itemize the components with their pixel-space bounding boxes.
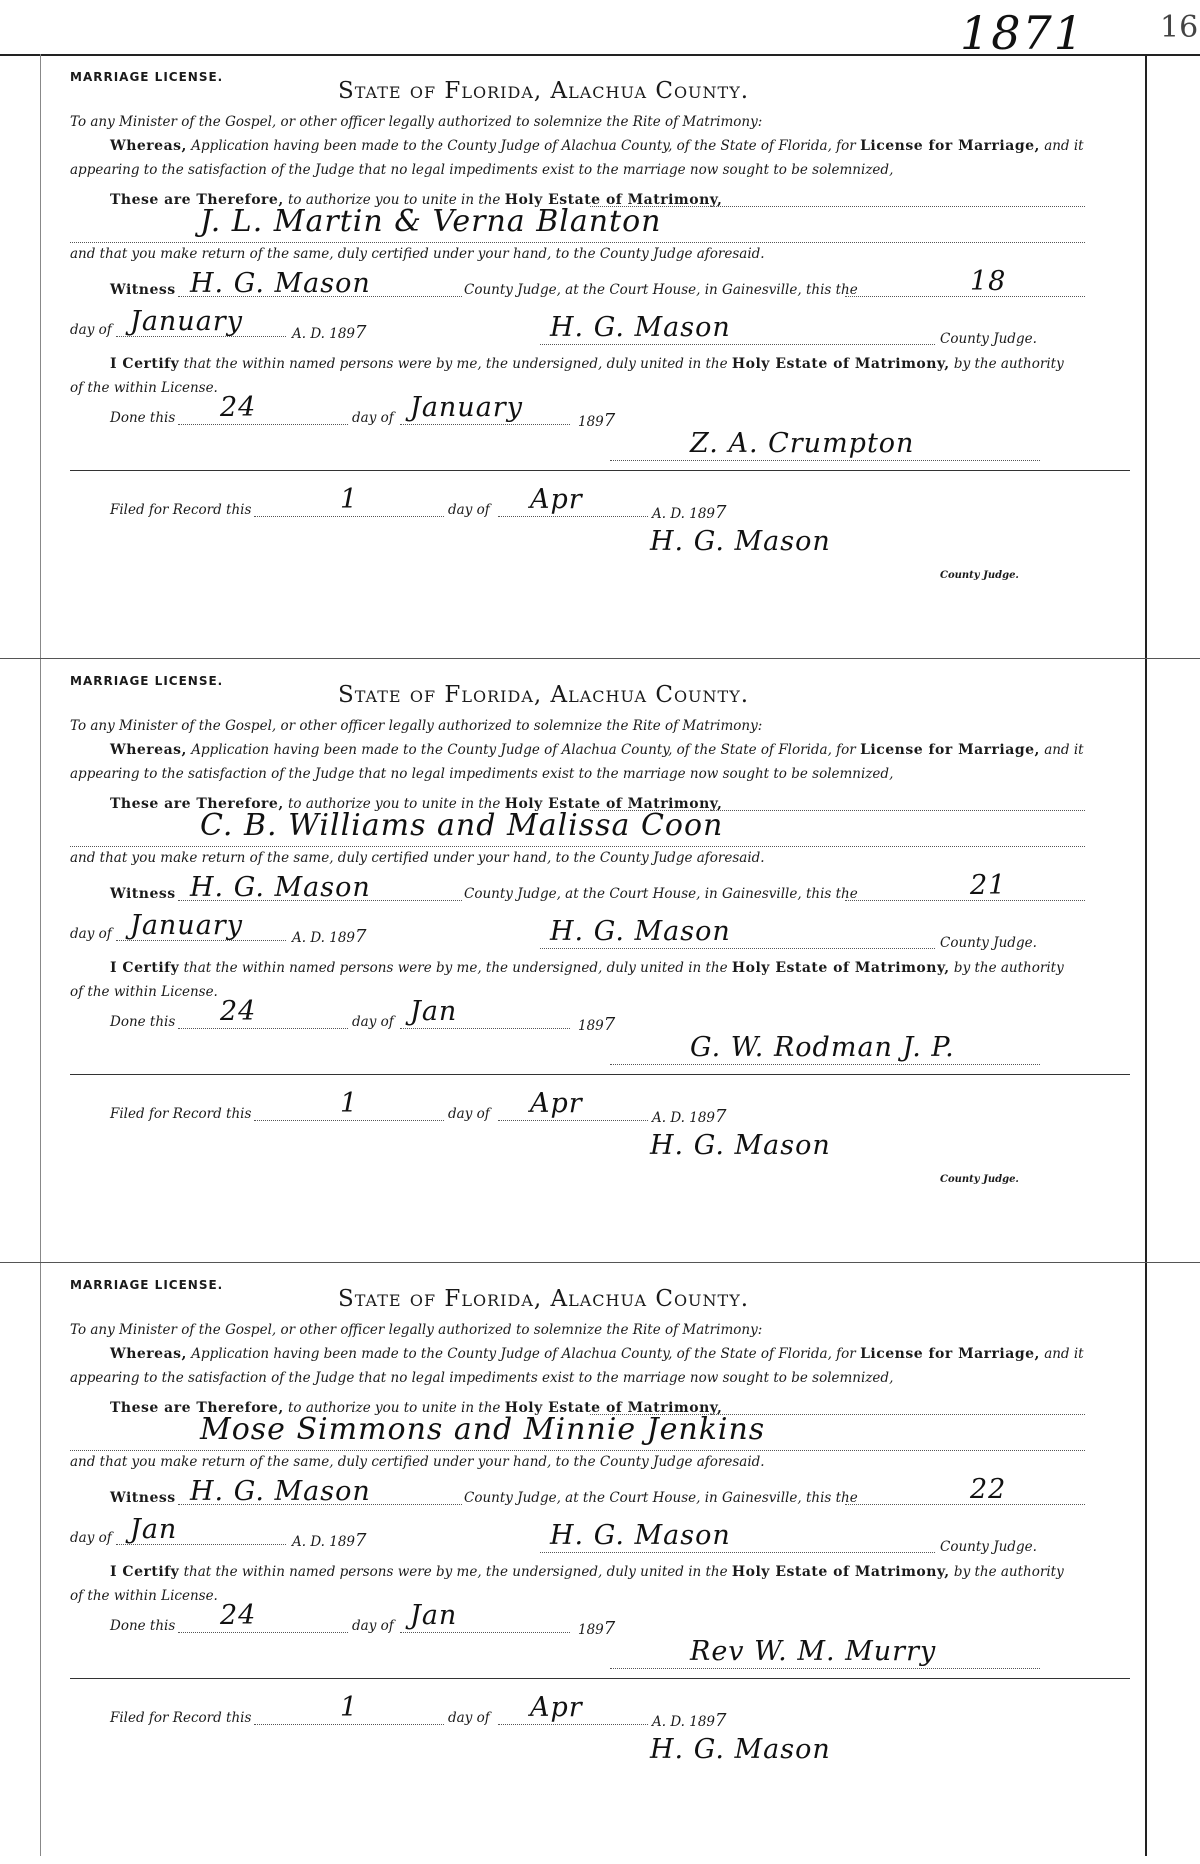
done-year-digit: 7 [603, 1014, 616, 1035]
done-month: Jan [410, 1600, 458, 1631]
couple-names: C. B. Williams and Malissa Coon [200, 808, 724, 843]
these-word: These are Therefore, [110, 796, 284, 812]
witness-name: H. G. Mason [190, 1476, 371, 1507]
whereas-text: Application having been made to the County Judge of Alachua County, of the State of Florida, for [191, 1346, 856, 1362]
issue-month: January [130, 306, 243, 337]
judge-signature: H. G. Mason [550, 312, 731, 343]
address-line: To any Minister of the Gospel, or other officer legally authorized to solemnize the Rite of Matrimony: [70, 1322, 763, 1338]
officiant-fill [610, 460, 1040, 461]
license-label: MARRIAGE LICENSE. [70, 674, 224, 688]
authorize-text: to authorize you to unite in the [288, 796, 501, 812]
license-label: MARRIAGE LICENSE. [70, 1278, 224, 1292]
filed-year-digit: 7 [715, 502, 727, 523]
witness-fill [178, 296, 462, 297]
filed-year-line [652, 502, 726, 523]
issue-day-fill [845, 296, 1085, 297]
whereas-line [110, 742, 1084, 758]
whereas-line [110, 1346, 1084, 1362]
filed-day-fill [254, 516, 444, 517]
filed-month: Apr [530, 484, 583, 515]
return-line: and that you make return of the same, duly certified under your hand, to the County Judge aforesaid. [70, 246, 765, 262]
certify-line [110, 356, 1064, 372]
year-digit: 7 [355, 926, 367, 947]
filed-year: A. D. 189 [652, 506, 716, 522]
by-authority: by the authority [953, 960, 1064, 976]
these-word: These are Therefore, [110, 192, 284, 208]
and-it: and it [1044, 742, 1084, 758]
filed-label: Filed for Record this [110, 1106, 252, 1122]
done-month-fill [400, 1028, 570, 1029]
done-day-of: day of [352, 1014, 394, 1030]
holy-estate: Holy Estate of Matrimony, [504, 796, 723, 812]
and-it: and it [1044, 1346, 1084, 1362]
filed-day: 1 [340, 484, 359, 515]
filed-month-fill [498, 1724, 648, 1725]
these-word: These are Therefore, [110, 1400, 284, 1416]
done-this-label: Done this [110, 1014, 176, 1030]
holy-estate-2: Holy Estate of Matrimony, [731, 356, 950, 372]
filed-day-fill [254, 1120, 444, 1121]
done-day-of: day of [352, 1618, 394, 1634]
done-year-line [578, 1014, 615, 1035]
judge-signature: H. G. Mason [550, 1520, 731, 1551]
license-for-marriage: License for Marriage, [860, 742, 1040, 758]
done-month: Jan [410, 996, 458, 1027]
officiant-signature: Z. A. Crumpton [690, 428, 915, 459]
issue-day: 21 [970, 870, 1007, 901]
appearing-line: appearing to the satisfaction of the Judge that no legal impediments exist to the marriage now sought to be solemnized, [70, 766, 894, 782]
day-of-label: day of [70, 1530, 112, 1546]
certify-word: I Certify [110, 1564, 180, 1580]
done-day-fill [178, 1632, 348, 1633]
certify-text: that the within named persons were by me, the undersigned, duly united in the [183, 960, 728, 976]
couple-fill [70, 242, 1085, 243]
holy-estate: Holy Estate of Matrimony, [504, 192, 723, 208]
court-text: County Judge, at the Court House, in Gainesville, this the [464, 886, 858, 902]
whereas-word: Whereas, [110, 138, 187, 154]
filed-year: A. D. 189 [652, 1714, 716, 1730]
filed-year: A. D. 189 [652, 1110, 716, 1126]
marriage-license-2 [70, 660, 1130, 1260]
filed-year-digit: 7 [715, 1106, 727, 1127]
officiant-signature: Rev W. M. Murry [690, 1636, 937, 1667]
witness-word: Witness [110, 282, 176, 298]
filed-year-line [652, 1710, 726, 1731]
these-fill [590, 206, 1085, 207]
whereas-line [110, 138, 1084, 154]
ad-year: A. D. 189 [292, 1534, 356, 1550]
done-this-label: Done this [110, 1618, 176, 1634]
filed-day-of: day of [448, 1710, 490, 1726]
by-authority: by the authority [953, 1564, 1064, 1580]
judge-sig-fill [540, 1552, 935, 1553]
judge-sig-fill [540, 344, 935, 345]
done-day-fill [178, 1028, 348, 1029]
filed-day: 1 [340, 1692, 359, 1723]
year-digit: 7 [355, 322, 367, 343]
filed-month-fill [498, 516, 648, 517]
day-of-label: day of [70, 926, 112, 942]
address-line: To any Minister of the Gospel, or other officer legally authorized to solemnize the Rite of Matrimony: [70, 114, 763, 130]
ad-year-line [292, 926, 366, 947]
witness-name: H. G. Mason [190, 268, 371, 299]
whereas-word: Whereas, [110, 1346, 187, 1362]
authorize-text: to authorize you to unite in the [288, 192, 501, 208]
done-day-of: day of [352, 410, 394, 426]
filed-day-of: day of [448, 502, 490, 518]
right-border [1145, 54, 1147, 1856]
filed-year-digit: 7 [715, 1710, 727, 1731]
filed-label: Filed for Record this [110, 1710, 252, 1726]
appearing-line: appearing to the satisfaction of the Judge that no legal impediments exist to the marriage now sought to be solemnized, [70, 162, 894, 178]
whereas-text: Application having been made to the County Judge of Alachua County, of the State of Florida, for [191, 742, 856, 758]
done-day-fill [178, 424, 348, 425]
license-title: State of Florida, Alachua County. [338, 1286, 750, 1312]
witness-line [110, 282, 176, 298]
return-line: and that you make return of the same, duly certified under your hand, to the County Judge aforesaid. [70, 1454, 765, 1470]
filed-month-fill [498, 1120, 648, 1121]
license-for-marriage: License for Marriage, [860, 138, 1040, 154]
filed-county-judge: County Judge. [940, 1174, 1019, 1185]
witness-fill [178, 900, 462, 901]
court-text: County Judge, at the Court House, in Gainesville, this the [464, 1490, 858, 1506]
and-it: and it [1044, 138, 1084, 154]
filed-signature: H. G. Mason [650, 1130, 831, 1161]
of-license-line: of the within License. [70, 380, 218, 396]
day-of-label: day of [70, 322, 112, 338]
issue-month: Jan [130, 1514, 178, 1545]
whereas-word: Whereas, [110, 742, 187, 758]
filed-day-of: day of [448, 1106, 490, 1122]
county-judge-label: County Judge. [940, 331, 1037, 347]
issue-day-fill [845, 900, 1085, 901]
done-month-fill [400, 424, 570, 425]
done-year-line [578, 410, 615, 431]
judge-signature: H. G. Mason [550, 916, 731, 947]
license-divider-2 [0, 1262, 1200, 1263]
marriage-license-3 [70, 1264, 1130, 1864]
witness-line [110, 1490, 176, 1506]
done-year-digit: 7 [603, 410, 616, 431]
license-title: State of Florida, Alachua County. [338, 682, 750, 708]
license-for-marriage: License for Marriage, [860, 1346, 1040, 1362]
county-judge-label: County Judge. [940, 1539, 1037, 1555]
filed-signature: H. G. Mason [650, 526, 831, 557]
filed-month: Apr [530, 1088, 583, 1119]
county-judge-label: County Judge. [940, 935, 1037, 951]
ad-year-line [292, 1530, 366, 1551]
certify-word: I Certify [110, 356, 180, 372]
of-license-line: of the within License. [70, 1588, 218, 1604]
filed-county-judge: County Judge. [940, 570, 1019, 581]
return-line: and that you make return of the same, duly certified under your hand, to the County Judge aforesaid. [70, 850, 765, 866]
certify-line [110, 960, 1064, 976]
issue-month: January [130, 910, 243, 941]
certify-word: I Certify [110, 960, 180, 976]
done-year-line [578, 1618, 615, 1639]
certify-line [110, 1564, 1064, 1580]
filed-day: 1 [340, 1088, 359, 1119]
left-margin-line [40, 54, 41, 1856]
done-day: 24 [220, 1600, 257, 1631]
filed-signature: H. G. Mason [650, 1734, 831, 1765]
done-year-digit: 7 [603, 1618, 616, 1639]
judge-sig-fill [540, 948, 935, 949]
holy-estate: Holy Estate of Matrimony, [504, 1400, 723, 1416]
certify-text: that the within named persons were by me, the undersigned, duly united in the [183, 356, 728, 372]
court-text: County Judge, at the Court House, in Gainesville, this the [464, 282, 858, 298]
ad-year-line [292, 322, 366, 343]
couple-fill [70, 846, 1085, 847]
section-separator [70, 1678, 1130, 1679]
page-number-corner: 16 [1160, 10, 1199, 45]
appearing-line: appearing to the satisfaction of the Judge that no legal impediments exist to the marriage now sought to be solemnized, [70, 1370, 894, 1386]
witness-word: Witness [110, 886, 176, 902]
authorize-text: to authorize you to unite in the [288, 1400, 501, 1416]
done-month-fill [400, 1632, 570, 1633]
issue-day: 22 [970, 1474, 1007, 1505]
done-year: 189 [578, 414, 604, 430]
done-day: 24 [220, 392, 257, 423]
filed-label: Filed for Record this [110, 502, 252, 518]
marriage-license-1 [70, 56, 1130, 656]
officiant-fill [610, 1668, 1040, 1669]
page-number: 1871 [960, 6, 1086, 60]
issue-day-fill [845, 1504, 1085, 1505]
officiant-fill [610, 1064, 1040, 1065]
done-year: 189 [578, 1622, 604, 1638]
holy-estate-2: Holy Estate of Matrimony, [731, 960, 950, 976]
filed-day-fill [254, 1724, 444, 1725]
ad-year: A. D. 189 [292, 930, 356, 946]
by-authority: by the authority [953, 356, 1064, 372]
license-label: MARRIAGE LICENSE. [70, 70, 224, 84]
witness-name: H. G. Mason [190, 872, 371, 903]
whereas-text: Application having been made to the County Judge of Alachua County, of the State of Florida, for [191, 138, 856, 154]
license-title: State of Florida, Alachua County. [338, 78, 750, 104]
done-year: 189 [578, 1018, 604, 1034]
witness-word: Witness [110, 1490, 176, 1506]
done-day: 24 [220, 996, 257, 1027]
witness-line [110, 886, 176, 902]
holy-estate-2: Holy Estate of Matrimony, [731, 1564, 950, 1580]
filed-year-line [652, 1106, 726, 1127]
certify-text: that the within named persons were by me, the undersigned, duly united in the [183, 1564, 728, 1580]
license-divider-1 [0, 658, 1200, 659]
couple-names: J. L. Martin & Verna Blanton [200, 204, 662, 239]
issue-day: 18 [970, 266, 1007, 297]
couple-names: Mose Simmons and Minnie Jenkins [200, 1412, 766, 1447]
couple-fill [70, 1450, 1085, 1451]
year-digit: 7 [355, 1530, 367, 1551]
filed-month: Apr [530, 1692, 583, 1723]
witness-fill [178, 1504, 462, 1505]
done-this-label: Done this [110, 410, 176, 426]
done-month: January [410, 392, 523, 423]
address-line: To any Minister of the Gospel, or other officer legally authorized to solemnize the Rite of Matrimony: [70, 718, 763, 734]
section-separator [70, 470, 1130, 471]
section-separator [70, 1074, 1130, 1075]
of-license-line: of the within License. [70, 984, 218, 1000]
officiant-signature: G. W. Rodman J. P. [690, 1032, 955, 1063]
ad-year: A. D. 189 [292, 326, 356, 342]
